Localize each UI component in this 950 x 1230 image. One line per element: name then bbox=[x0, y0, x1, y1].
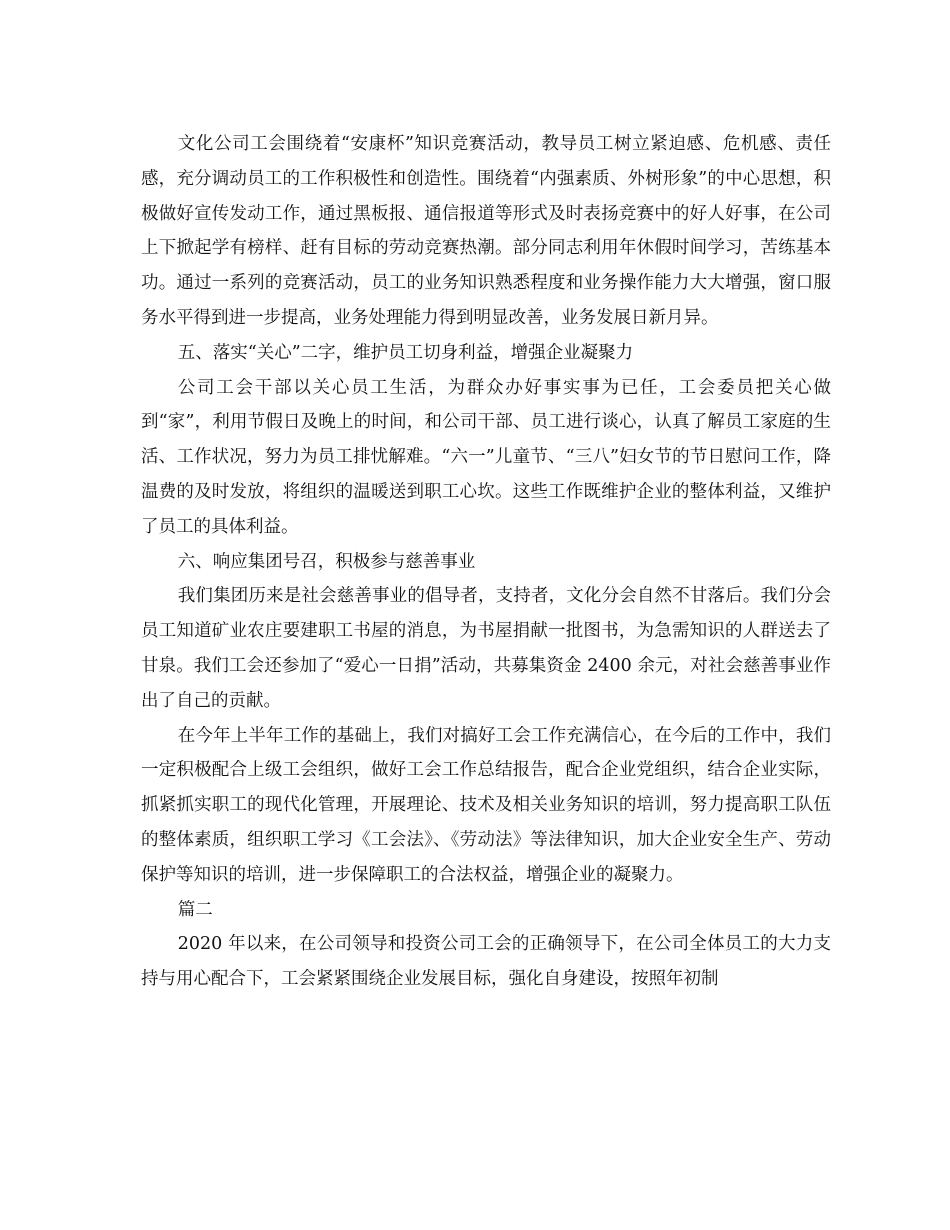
section-heading-five: 五、落实“关心”二字，维护员工切身利益，增强企业凝聚力 bbox=[177, 342, 634, 363]
section-heading-six: 六、响应集团号召，积极参与慈善事业 bbox=[177, 551, 476, 572]
paragraph-future-work: 在今年上半年工作的基础上，我们对搞好工会工作充满信心，在今后的工作中，我们一定积极配合上级工会组织，做好工会工作总结报告，配合企业党组织，结合企业实际，抓紧抓实职工的现代化管理，开展理论、技术及相关业务知识的培训，努力提高职工队伍的整体素质，组织职工学习《工会法》、《劳动法》等法律知识，加大企业安全生产、劳动保护等知识的培训，进一步保障职工的合法权益，增强企业的凝聚力。 bbox=[141, 725, 831, 885]
paragraph-competition-activities: 文化公司工会围绕着“安康杯”知识竞赛活动，教导员工树立紧迫感、危机感、责任感，充分调动员工的工作积极性和创造性。围绕着“内强素质、外树形象”的中心思想，积极做好宣传发动工作，通过黑板报、通信报道等形式及时表扬竞赛中的好人好事，在公司上下掀起学有榜样、赶有目标的劳动竞赛热潮。部分同志利用年休假时间学习，苦练基本功。通过一系列的竞赛活动，员工的业务知识熟悉程度和业务操作能力大大增强，窗口服务水平得到进一步提高，业务处理能力得到明显改善，业务发展日新月异。 bbox=[141, 134, 831, 328]
document-page bbox=[141, 127, 831, 997]
section-heading-part-two: 篇二 bbox=[177, 899, 213, 920]
paragraph-care-for-employees: 公司工会干部以关心员工生活，为群众办好事实事为已任，工会委员把关心做到“家”，利用节假日及晚上的时间，和公司干部、员工进行谈心，认真了解员工家庭的生活、工作状况，努力为员工排忧解难。“六一”儿童节、“三八”妇女节的节日慰问工作，降温费的及时发放，将组织的温暖送到职工心坎。这些工作既维护企业的整体利益，又维护了员工的具体利益。 bbox=[141, 377, 831, 537]
paragraph-charity: 我们集团历来是社会慈善事业的倡导者，支持者，文化分会自然不甘落后。我们分会员工知道矿业农庄要建职工书屋的消息，为书屋捐献一批图书，为急需知识的人群送去了甘泉。我们工会还参加了“爱心一日捐”活动，共募集资金 2400 余元，对社会慈善事业作出了自己的贡献。 bbox=[141, 586, 831, 711]
paragraph-2020-intro: 2020 年以来，在公司领导和投资公司工会的正确领导下，在公司全体员工的大力支持与用心配合下，工会紧紧围绕企业发展目标，强化自身建设，按照年初制 bbox=[141, 934, 831, 990]
